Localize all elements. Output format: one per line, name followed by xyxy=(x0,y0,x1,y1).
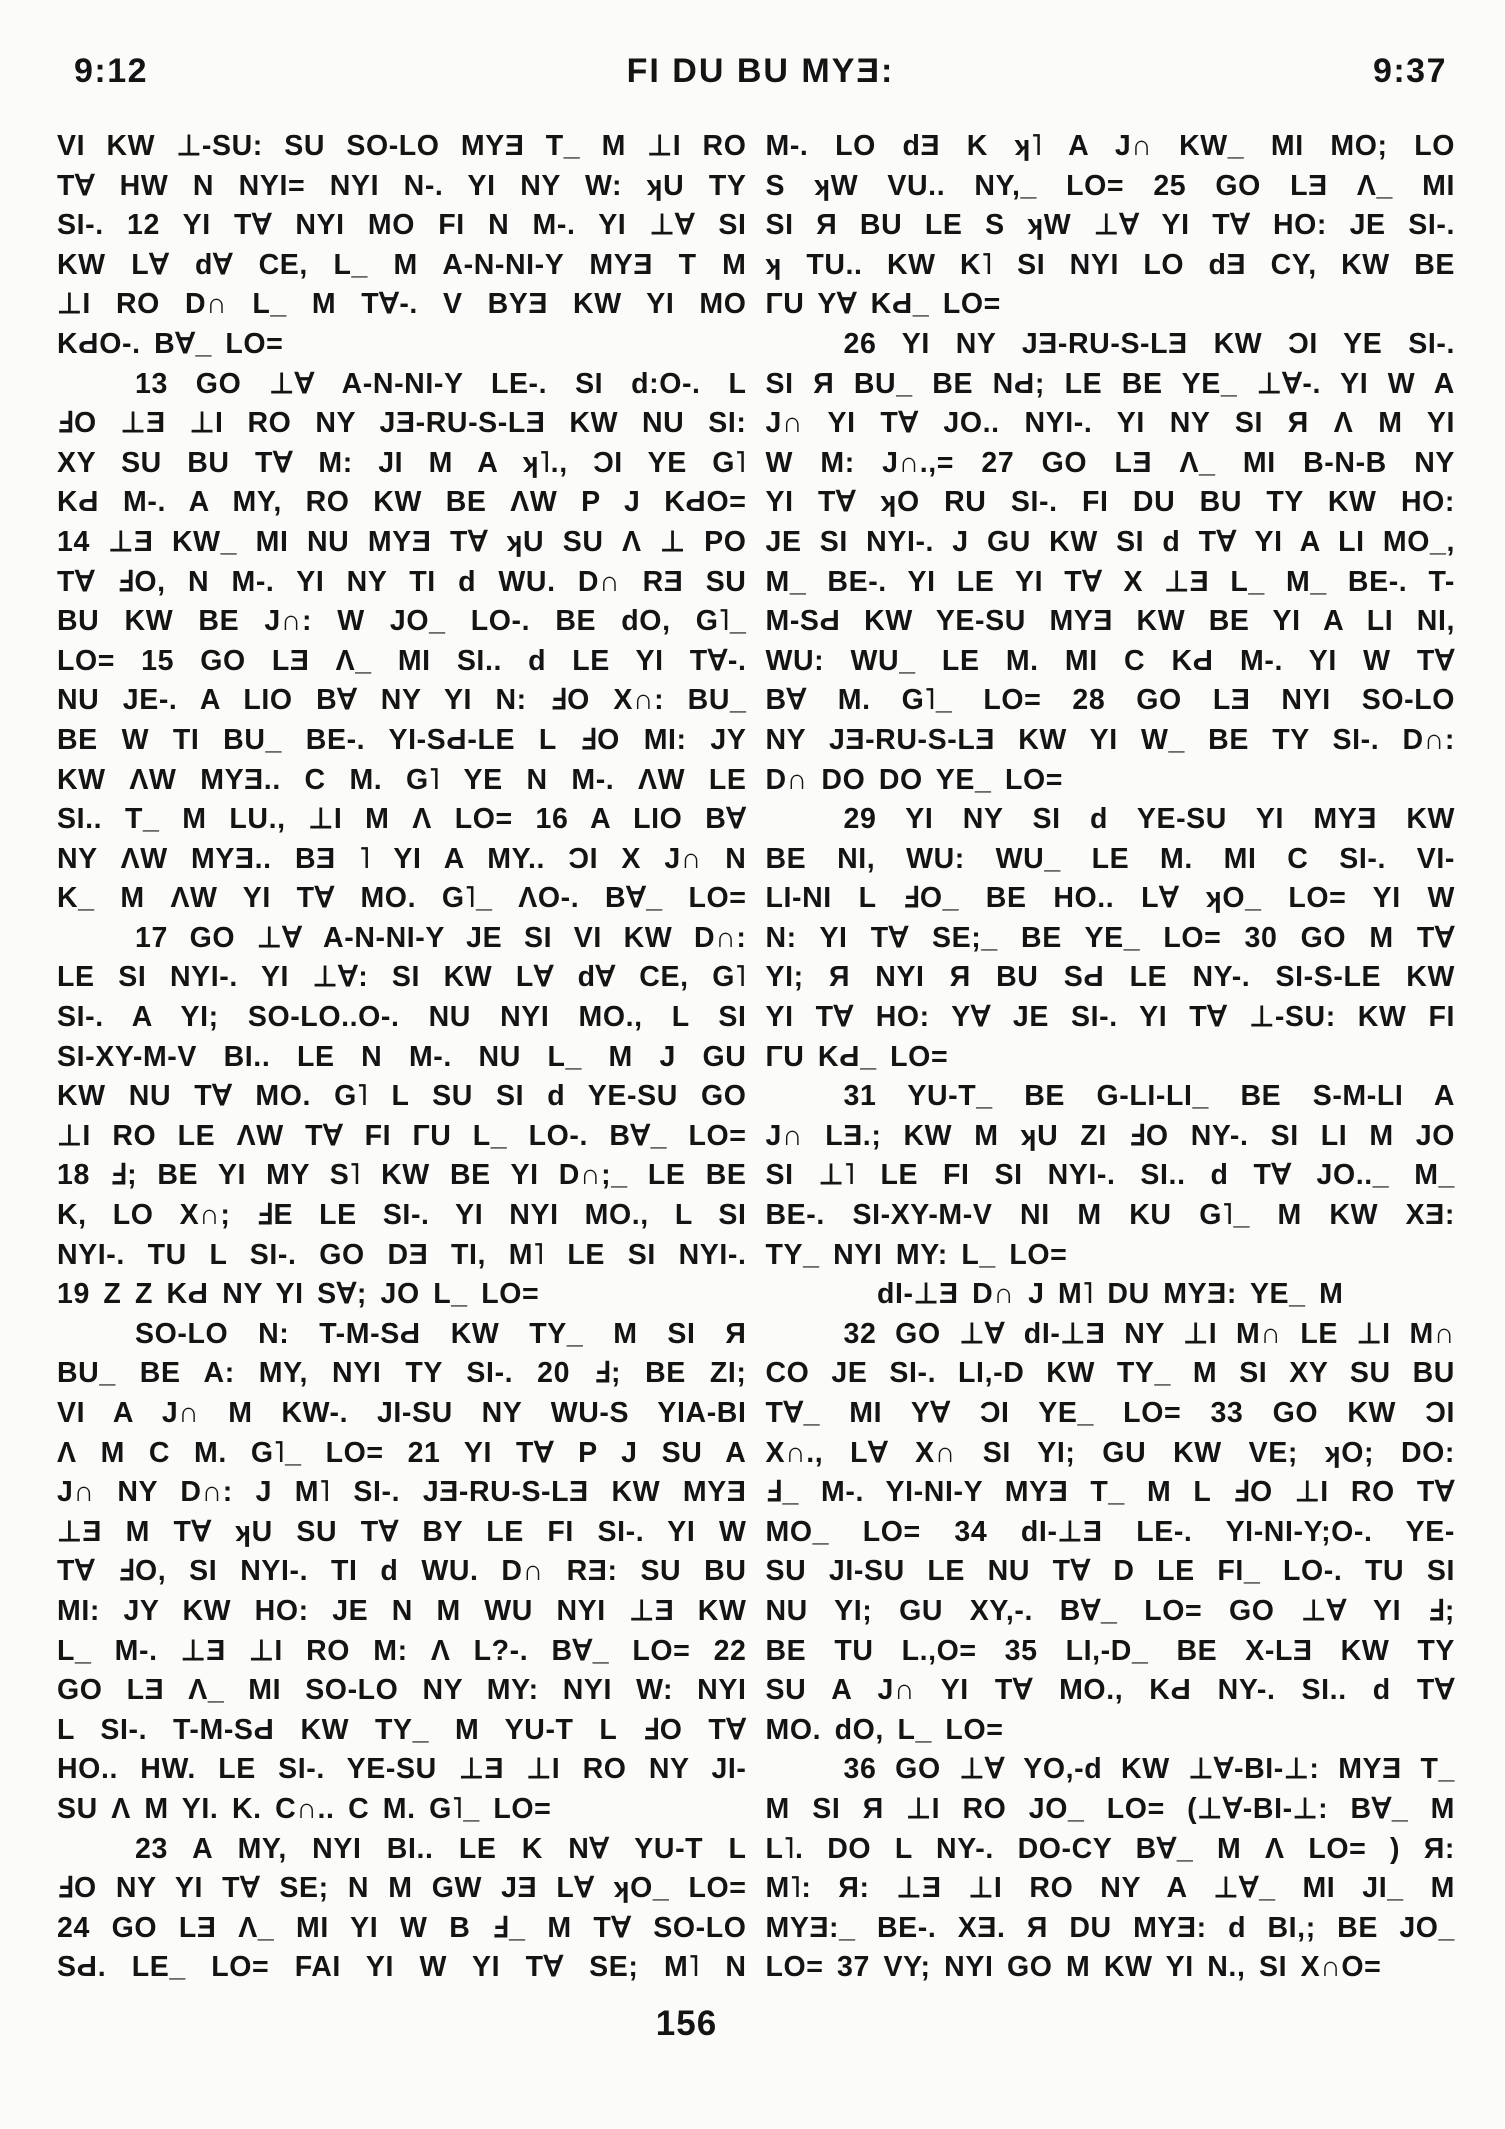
text-line: M-SԀ KW YE-SU MYƎ KW BE YI A LI NI, xyxy=(765,605,1455,638)
text-line: BE-. SI-XY-M-V NI M KU G˥_ M KW XƎ: xyxy=(765,1199,1455,1232)
verse-ref-left: 9:12 xyxy=(74,52,149,90)
text-line: KԀO-. B∀_ LO= xyxy=(57,327,284,360)
page-number: 156 xyxy=(655,2004,718,2043)
text-line: SI Я BU_ BE NԀ; LE BE YE_ ⊥∀-. YI W A xyxy=(765,367,1455,400)
text-line: 18 Ⅎ; BE YI MY S˥ KW BE YI D∩;_ LE BE xyxy=(57,1159,747,1192)
text-line: NY ΛW MYƎ.. BƎ ˥ YI A MY.. ƆI X J∩ N xyxy=(57,842,747,875)
text-line: Λ M C M. G˥_ LO= 21 YI T∀ P J SU A xyxy=(57,1436,747,1469)
text-line: Ⅎ_ M-. YI-NI-Y MYƎ T_ M L ℲO ⊥I RO T∀ xyxy=(765,1476,1455,1509)
text-line: M-. LO dƎ K ʞ˥ A J∩ KW_ MI MO; LO xyxy=(765,130,1455,162)
text-line: LE SI NYI-. YI ⊥∀: SI KW L∀ d∀ CE, G˥ xyxy=(57,961,747,994)
text-line: T∀ ℲO, N M-. YI NY TI d WU. D∩ RƎ SU xyxy=(57,565,747,598)
verse-ref-right: 9:37 xyxy=(1372,52,1447,90)
text-line: VI KW ⊥-SU: SU SO-LO MYƎ T_ M ⊥I RO xyxy=(57,130,747,162)
text-line: SI-XY-M-V BI.. LE N M-. NU L_ M J GU xyxy=(57,1040,747,1073)
text-line: 36 GO ⊥∀ YO,-d KW ⊥∀-BI-⊥: MYƎ T_ xyxy=(843,1753,1455,1786)
text-line: D∩ DO DO YE_ LO= xyxy=(765,763,1064,796)
text-line: TY_ NYI MY: L_ LO= xyxy=(765,1238,1068,1271)
text-line: J∩ YI T∀ JO.. NYI-. YI NY SI Я Λ M YI xyxy=(765,407,1455,440)
text-line: 29 YI NY SI d YE-SU YI MYƎ KW xyxy=(843,803,1455,836)
text-line: NY JƎ-RU-S-LƎ KW YI W_ BE TY SI-. D∩: xyxy=(765,723,1455,756)
page-footer xyxy=(0,2004,1505,2044)
text-line: MO. dO, L_ LO= xyxy=(765,1713,1004,1746)
text-line: YI T∀ ʞO RU SI-. FI DU BU TY KW HO: xyxy=(765,486,1455,519)
text-line: KԀ M-. A MY, RO KW BE ΛW P J KԀO= xyxy=(57,486,747,519)
text-line: LO= 15 GO LƎ Λ_ MI SI.. d LE YI T∀-. xyxy=(57,644,747,677)
text-line: HO.. HW. LE SI-. YE-SU ⊥Ǝ ⊥I RO NY JI- xyxy=(57,1753,747,1786)
text-line: VI A J∩ M KW-. JI-SU NY WU-S YIA-BI xyxy=(57,1397,747,1429)
text-line: ⊥I RO D∩ L_ M T∀-. V BYƎ KW YI MO xyxy=(57,288,747,321)
text-line: L_ M-. ⊥Ǝ ⊥I RO M: Λ L?-. B∀_ LO= 22 xyxy=(57,1634,747,1667)
text-line: W M: J∩.,= 27 GO LƎ Λ_ MI B-N-B NY xyxy=(765,446,1455,479)
text-line: M˥: Я: ⊥Ǝ ⊥I RO NY A ⊥∀_ MI JI_ M xyxy=(765,1872,1455,1905)
text-line: J∩ LƎ.; KW M ʞU ZI ℲO NY-. SI LI M JO xyxy=(765,1119,1455,1152)
text-line: WU: WU_ LE M. MI C KԀ M-. YI W T∀ xyxy=(765,644,1455,677)
running-header xyxy=(74,52,1447,91)
text-line: YI T∀ HO: Y∀ JE SI-. YI T∀ ⊥-SU: KW FI xyxy=(765,1001,1455,1034)
book-title: FI DU BU MYƎ: xyxy=(626,52,895,90)
text-line: MO_ LO= 34 dI-⊥Ǝ LE-. YI-NI-Y;O-. YE- xyxy=(765,1515,1455,1548)
text-line: ʞ TU.. KW K˥ SI NYI LO dƎ CY, KW BE xyxy=(765,248,1455,281)
text-line: SI-. 12 YI T∀ NYI MO FI N M-. YI ⊥∀ SI xyxy=(57,209,747,242)
text-line: KW NU T∀ MO. G˥ L SU SI d YE-SU GO xyxy=(57,1080,747,1113)
text-line: ℲO NY YI T∀ SE; N M GW JƎ L∀ ʞO_ LO= xyxy=(57,1872,747,1905)
text-line: M_ BE-. YI LE YI T∀ X ⊥Ǝ L_ M_ BE-. T- xyxy=(765,565,1455,598)
text-line: L SI-. T-M-SԀ KW TY_ M YU-T L ℲO T∀ xyxy=(57,1713,747,1746)
text-line: MYƎ:_ BE-. XƎ. Я DU MYƎ: d BI,; BE JO_ xyxy=(765,1911,1455,1944)
text-line: KW L∀ d∀ CE, L_ M A-N-NI-Y MYƎ T M xyxy=(57,248,747,281)
text-line: S ʞW VU.. NY,_ LO= 25 GO LƎ Λ_ MI xyxy=(765,169,1455,202)
text-line: 19 Z Z KԀ NY YI S∀; JO L_ LO= xyxy=(57,1278,540,1311)
text-line: 32 GO ⊥∀ dI-⊥Ǝ NY ⊥I M∩ LE ⊥I M∩ xyxy=(843,1317,1455,1350)
text-line: dI-⊥Ǝ D∩ J M˥ DU MYƎ: YE_ M xyxy=(877,1278,1344,1311)
text-line: GO LƎ Λ_ MI SO-LO NY MY: NYI W: NYI xyxy=(57,1674,747,1707)
text-line: BU_ BE A: MY, NYI TY SI-. 20 Ⅎ; BE ZI; xyxy=(57,1357,747,1390)
text-line: K, LO X∩; ℲE LE SI-. YI NYI MO., L SI xyxy=(57,1199,747,1232)
text-line: BE TU L.,O= 35 LI,-D_ BE X-LƎ KW TY xyxy=(765,1634,1455,1667)
text-line: SU JI-SU LE NU T∀ D LE FI_ LO-. TU SI xyxy=(765,1555,1455,1588)
text-line: SԀ. LE_ LO= FAI YI W YI T∀ SE; M˥ N xyxy=(57,1951,747,1984)
text-line: SI-. A YI; SO-LO..O-. NU NYI MO., L SI xyxy=(57,1001,747,1034)
text-line: SU A J∩ YI T∀ MO., KԀ NY-. SI.. d T∀ xyxy=(765,1674,1455,1707)
text-line: X∩., L∀ X∩ SI YI; GU KW VE; ʞO; DO: xyxy=(765,1436,1455,1469)
text-line: CO JE SI-. LI,-D KW TY_ M SI XY SU BU xyxy=(765,1357,1455,1390)
text-line: XY SU BU T∀ M: JI M A ʞ˥., ƆI YE G˥ xyxy=(57,446,747,479)
text-line: 23 A MY, NYI BI.. LE K N∀ YU-T L xyxy=(135,1832,747,1865)
text-line: T∀ HW N NYI= NYI N-. YI NY W: ʞU TY xyxy=(57,169,747,202)
left-column xyxy=(57,127,747,1988)
text-line: NYI-. TU L SI-. GO DƎ TI, M˥ LE SI NYI-. xyxy=(57,1238,747,1271)
text-line: NU YI; GU XY,-. B∀_ LO= GO ⊥∀ YI Ⅎ; xyxy=(765,1594,1455,1627)
text-line: B∀ M. G˥_ LO= 28 GO LƎ NYI SO-LO xyxy=(765,684,1455,717)
text-line: YI; Я NYI Я BU SԀ LE NY-. SI-S-LE KW xyxy=(765,961,1455,994)
text-line: BE W TI BU_ BE-. YI-SԀ-LE L ℲO MI: JY xyxy=(57,723,747,756)
text-line: ΓU KԀ_ LO= xyxy=(765,1040,949,1073)
right-column xyxy=(766,127,1456,1988)
text-line: SI ⊥˥ LE FI SI NYI-. SI.. d T∀ JO.._ M_ xyxy=(765,1159,1455,1192)
text-line: J∩ NY D∩: J M˥ SI-. JƎ-RU-S-LƎ KW MYƎ xyxy=(57,1476,747,1509)
text-line: ⊥I RO LE ΛW T∀ FI ΓU L_ LO-. B∀_ LO= xyxy=(57,1119,747,1152)
text-line: BU KW BE J∩: W JO_ LO-. BE dO, G˥_ xyxy=(57,605,747,638)
text-line: SI Я BU LE S ʞW ⊥∀ YI T∀ HO: JE SI-. xyxy=(765,209,1455,242)
text-line: ΓU Y∀ KԀ_ LO= xyxy=(765,288,1001,321)
text-line: 17 GO ⊥∀ A-N-NI-Y JE SI VI KW D∩: xyxy=(135,921,747,954)
text-line: SU Λ M YI. K. C∩.. C M. G˥_ LO= xyxy=(57,1792,552,1825)
text-line: 24 GO LƎ Λ_ MI YI W B Ⅎ_ M T∀ SO-LO xyxy=(57,1911,747,1944)
text-line: KW ΛW MYƎ.. C M. G˥ YE N M-. ΛW LE xyxy=(57,763,747,796)
text-line: LO= 37 VY; NYI GO M KW YI N., SI X∩O= xyxy=(765,1951,1382,1984)
text-line: JE SI NYI-. J GU KW SI d T∀ YI A LI MO_, xyxy=(765,525,1455,558)
text-line: M SI Я ⊥I RO JO_ LO= (⊥∀-BI-⊥: B∀_ M xyxy=(765,1792,1455,1825)
text-line: ⊥Ǝ M T∀ ʞU SU T∀ BY LE FI SI-. YI W xyxy=(57,1515,747,1548)
text-line: 13 GO ⊥∀ A-N-NI-Y LE-. SI d:O-. L xyxy=(135,367,747,400)
text-line: NU JE-. A LIO B∀ NY YI N: ℲO X∩: BU_ xyxy=(57,684,747,717)
text-line: 26 YI NY JƎ-RU-S-LƎ KW ƆI YE SI-. xyxy=(843,327,1455,360)
text-line: L˥. DO L NY-. DO-CY B∀_ M Λ LO= ) Я: xyxy=(765,1832,1455,1865)
text-line: ℲO ⊥Ǝ ⊥I RO NY JƎ-RU-S-LƎ KW NU SI: xyxy=(57,407,747,440)
text-line: T∀_ MI Y∀ ƆI YE_ LO= 33 GO KW ƆI xyxy=(765,1397,1455,1429)
text-line: MI: JY KW HO: JE N M WU NYI ⊥Ǝ KW xyxy=(57,1594,747,1627)
text-line: 31 YU-T_ BE G-LI-LI_ BE S-M-LI A xyxy=(843,1080,1455,1113)
text-line: BE NI, WU: WU_ LE M. MI C SI-. VI- xyxy=(765,842,1455,875)
text-line: K_ M ΛW YI T∀ MO. G˥_ ΛO-. B∀_ LO= xyxy=(57,882,747,915)
text-line: T∀ ℲO, SI NYI-. TI d WU. D∩ RƎ: SU BU xyxy=(57,1555,747,1588)
text-line: SO-LO N: T-M-SԀ KW TY_ M SI Я xyxy=(135,1317,747,1350)
text-line: SI.. T_ M LU., ⊥I M Λ LO= 16 A LIO B∀ xyxy=(57,803,747,836)
text-line: 14 ⊥Ǝ KW_ MI NU MYƎ T∀ ʞU SU Λ ⊥ PO xyxy=(57,525,747,558)
text-line: LI-NI L ℲO_ BE HO.. L∀ ʞO_ LO= YI W xyxy=(765,882,1455,915)
two-column-text xyxy=(57,127,1455,1988)
text-line: N: YI T∀ SE;_ BE YE_ LO= 30 GO M T∀ xyxy=(765,921,1455,954)
